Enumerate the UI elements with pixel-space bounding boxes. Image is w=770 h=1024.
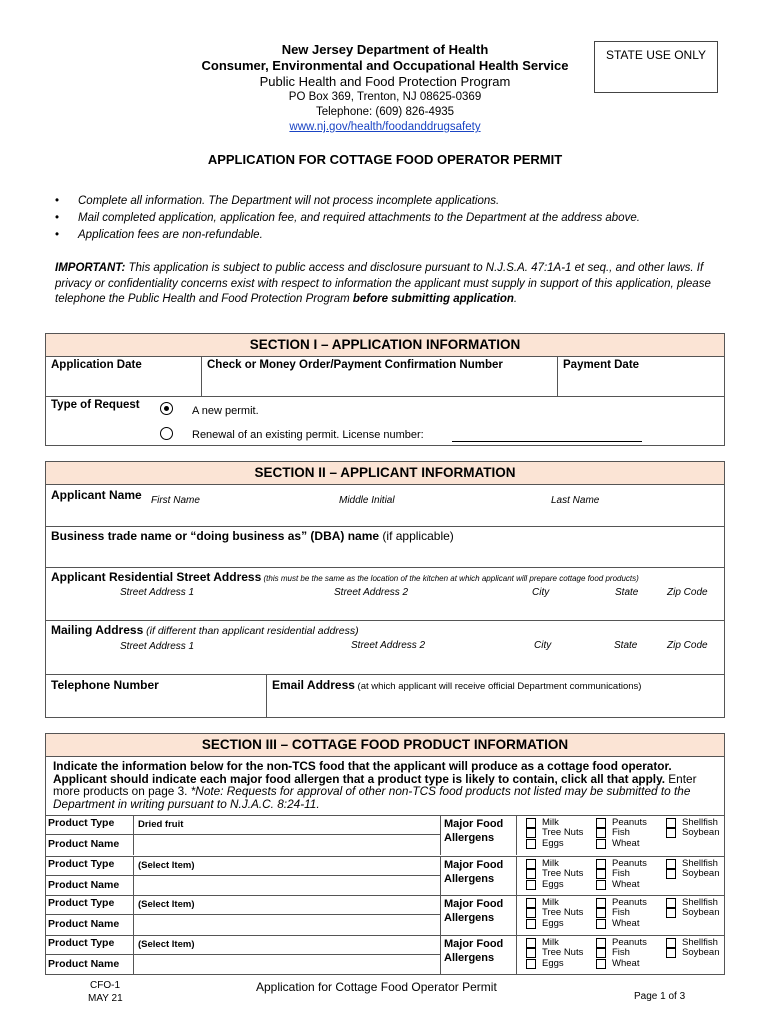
allergen-label-fish: Fish [612, 907, 630, 918]
instructions-list [55, 195, 640, 246]
allergen-label-wheat: Wheat [612, 918, 640, 929]
product-name-field[interactable] [138, 917, 436, 931]
product-row-divider [45, 914, 440, 915]
product-name-field[interactable] [138, 878, 436, 892]
allergen-label-milk: Milk [542, 858, 559, 869]
allergen-label-milk: Milk [542, 937, 559, 948]
product-type-select[interactable]: (Select Item) [138, 899, 195, 910]
product-row-divider [45, 834, 440, 835]
allergen-label-tree-nuts: Tree Nuts [542, 827, 584, 838]
form-date: MAY 21 [88, 993, 123, 1004]
allergen-label-wheat: Wheat [612, 958, 640, 969]
state-use-only-box: STATE USE ONLY [594, 41, 718, 93]
payment-number-field[interactable] [203, 374, 555, 394]
mail-street1-hint: Street Address 1 [120, 641, 195, 652]
section-3-intro: Indicate the information below for the non-TCS food that the applicant will produce as a cottage food operator. Applicant should indicate each major food allergen that a product type is likely to contain, click all that apply. Enter more products on page 3. *Note: Requests for approval of other non-TCS food products not listed may be submitted to the Department in writing pursuant to N.J.A.C. 8:24-11. [53, 759, 697, 811]
major-allergens-label: Major Food [444, 818, 504, 830]
allergen-label-tree-nuts: Tree Nuts [542, 907, 584, 918]
allergen-checkbox-eggs[interactable] [526, 919, 536, 929]
product-row-divider [45, 875, 440, 876]
business-name-label: Business trade name or “doing business as” (DBA) name (if applicable) [51, 529, 454, 543]
applicant-name-label: Applicant Name [51, 488, 142, 502]
allergen-label-peanuts: Peanuts [612, 858, 647, 869]
bullet-icon: • [55, 195, 60, 207]
allergen-checkbox-fish[interactable] [596, 948, 606, 958]
product-name-label: Product Name [48, 918, 120, 930]
allergen-label-shellfish: Shellfish [682, 817, 718, 828]
allergen-checkbox-wheat[interactable] [596, 919, 606, 929]
business-name-field[interactable] [47, 546, 723, 565]
new-permit-radio[interactable] [160, 402, 173, 415]
allergen-checkbox-tree-nuts[interactable] [526, 828, 536, 838]
website-link[interactable]: www.nj.gov/health/foodanddrugsafety [289, 121, 481, 133]
major-allergens-label: Allergens [444, 912, 495, 924]
allergen-label-fish: Fish [612, 827, 630, 838]
allergen-label-shellfish: Shellfish [682, 937, 718, 948]
product-type-select[interactable]: Dried fruit [138, 819, 184, 830]
res-zip-hint: Zip Code [667, 587, 708, 598]
mailing-address: PO Box 369, Trenton, NJ 08625-0369 [288, 91, 482, 103]
program-name: Public Health and Food Protection Program [259, 74, 511, 89]
allergen-checkbox-tree-nuts[interactable] [526, 908, 536, 918]
allergen-checkbox-shellfish[interactable] [666, 859, 676, 869]
email-label: Email Address (at which applicant will receive official Department communications) [272, 678, 642, 692]
product-col-divider [516, 856, 517, 896]
allergen-label-wheat: Wheat [612, 838, 640, 849]
mailing-address-field[interactable] [47, 654, 723, 672]
major-allergens-label: Major Food [444, 859, 504, 871]
allergen-label-peanuts: Peanuts [612, 817, 647, 828]
agency-name: New Jersey Department of Health [281, 42, 489, 57]
product-type-label: Product Type [48, 937, 115, 949]
product-row-border [45, 895, 725, 896]
service-name: Consumer, Environmental and Occupational Health Service [201, 58, 569, 73]
product-col-divider [133, 856, 134, 896]
product-type-label: Product Type [48, 897, 115, 909]
first-name-hint: First Name [151, 495, 200, 506]
allergen-checkbox-wheat[interactable] [596, 880, 606, 890]
license-number-field[interactable] [452, 430, 642, 442]
allergen-label-soybean: Soybean [682, 827, 720, 838]
mail-zip-hint: Zip Code [667, 640, 708, 651]
allergen-checkbox-soybean[interactable] [666, 869, 676, 879]
allergen-checkbox-fish[interactable] [596, 828, 606, 838]
product-col-divider [516, 895, 517, 935]
allergen-label-peanuts: Peanuts [612, 937, 647, 948]
allergen-checkbox-fish[interactable] [596, 869, 606, 879]
res-street2-hint: Street Address 2 [334, 587, 409, 598]
res-state-hint: State [615, 587, 639, 598]
allergen-checkbox-shellfish[interactable] [666, 938, 676, 948]
product-row-divider [45, 954, 440, 955]
product-type-label: Product Type [48, 858, 115, 870]
mail-state-hint: State [614, 640, 638, 651]
product-type-select[interactable]: (Select Item) [138, 939, 195, 950]
allergen-label-peanuts: Peanuts [612, 897, 647, 908]
allergen-checkbox-eggs[interactable] [526, 880, 536, 890]
allergen-checkbox-milk[interactable] [526, 898, 536, 908]
allergen-label-eggs: Eggs [542, 918, 564, 929]
section-1-title: SECTION I – APPLICATION INFORMATION [45, 333, 725, 357]
major-allergens-label: Allergens [444, 952, 495, 964]
allergen-checkbox-eggs[interactable] [526, 959, 536, 969]
allergen-checkbox-wheat[interactable] [596, 839, 606, 849]
product-col-divider [440, 895, 441, 935]
page-number: Page 1 of 3 [634, 991, 686, 1002]
product-col-divider [133, 815, 134, 855]
important-notice: IMPORTANT: This application is subject to public access and disclosure pursuant to N.J.S.A. 47:1A-1 et seq., and other laws. If privacy or confidentiality concerns exist with respect to information the applicant must supply in support of this application, please telephone the Public Health and Food Protection Program before submitting application. [55, 262, 711, 305]
res-city-hint: City [532, 587, 550, 598]
allergen-checkbox-tree-nuts[interactable] [526, 948, 536, 958]
allergen-checkbox-soybean[interactable] [666, 908, 676, 918]
product-row-border [45, 815, 725, 816]
payment-date-field[interactable] [559, 374, 723, 394]
allergen-checkbox-milk[interactable] [526, 938, 536, 948]
residential-address-field[interactable] [47, 600, 723, 618]
allergen-checkbox-peanuts[interactable] [596, 859, 606, 869]
major-allergens-label: Allergens [444, 873, 495, 885]
telephone: Telephone: (609) 826-4935 [315, 106, 455, 118]
allergen-checkbox-peanuts[interactable] [596, 898, 606, 908]
telephone-field[interactable] [47, 694, 264, 716]
form-title: APPLICATION FOR COTTAGE FOOD OPERATOR PERMIT [207, 152, 563, 167]
payment-number-label: Check or Money Order/Payment Confirmation Number [207, 359, 503, 371]
application-date-field[interactable] [47, 374, 199, 394]
renewal-label: Renewal of an existing permit. License number: [192, 429, 424, 441]
allergen-checkbox-peanuts[interactable] [596, 938, 606, 948]
allergen-label-shellfish: Shellfish [682, 897, 718, 908]
product-col-divider [440, 815, 441, 855]
instruction-item: • Complete all information. The Department will not process incomplete applications. [55, 195, 500, 207]
allergen-checkbox-shellfish[interactable] [666, 898, 676, 908]
bullet-icon: • [55, 212, 60, 224]
allergen-checkbox-peanuts[interactable] [596, 818, 606, 828]
allergen-checkbox-milk[interactable] [526, 818, 536, 828]
product-col-divider [516, 935, 517, 975]
footer-title: Application for Cottage Food Operator Permit [256, 980, 497, 994]
allergen-label-eggs: Eggs [542, 958, 564, 969]
allergen-label-eggs: Eggs [542, 879, 564, 890]
new-permit-label: A new permit. [192, 405, 259, 417]
product-type-label: Product Type [48, 817, 115, 829]
allergen-label-milk: Milk [542, 817, 559, 828]
allergen-label-milk: Milk [542, 897, 559, 908]
allergen-label-fish: Fish [612, 947, 630, 958]
payment-date-label: Payment Date [563, 359, 640, 371]
renewal-radio[interactable] [160, 427, 173, 440]
allergen-label-wheat: Wheat [612, 879, 640, 890]
allergen-label-soybean: Soybean [682, 907, 720, 918]
bullet-icon: • [55, 229, 60, 241]
major-allergens-label: Allergens [444, 832, 495, 844]
allergen-checkbox-fish[interactable] [596, 908, 606, 918]
product-name-label: Product Name [48, 958, 120, 970]
middle-initial-hint: Middle Initial [339, 495, 395, 506]
product-row-border [45, 856, 725, 857]
application-date-label: Application Date [51, 359, 142, 371]
instruction-item: • Application fees are non-refundable. [55, 229, 263, 241]
telephone-label: Telephone Number [51, 678, 159, 692]
allergen-label-eggs: Eggs [542, 838, 564, 849]
section-2-title: SECTION II – APPLICANT INFORMATION [45, 461, 725, 485]
product-col-divider [440, 935, 441, 975]
product-name-label: Product Name [48, 838, 120, 850]
applicant-name-field[interactable] [47, 508, 723, 525]
product-name-field[interactable] [138, 837, 436, 851]
allergen-checkbox-tree-nuts[interactable] [526, 869, 536, 879]
mail-street2-hint: Street Address 2 [351, 640, 426, 651]
product-col-divider [440, 856, 441, 896]
allergen-checkbox-shellfish[interactable] [666, 818, 676, 828]
allergen-checkbox-milk[interactable] [526, 859, 536, 869]
mailing-address-label: Mailing Address (if different than applicant residential address) [51, 623, 359, 637]
allergen-label-shellfish: Shellfish [682, 858, 718, 869]
res-street1-hint: Street Address 1 [120, 587, 195, 598]
last-name-hint: Last Name [551, 495, 600, 506]
product-col-divider [133, 935, 134, 975]
allergen-label-fish: Fish [612, 868, 630, 879]
form-id: CFO-1 [90, 980, 120, 991]
allergen-label-soybean: Soybean [682, 947, 720, 958]
instruction-item: • Mail completed application, application fee, and required attachments to the Department at the address above. [55, 212, 640, 224]
product-name-label: Product Name [48, 879, 120, 891]
product-col-divider [133, 895, 134, 935]
allergen-label-tree-nuts: Tree Nuts [542, 868, 584, 879]
product-name-field[interactable] [138, 957, 436, 971]
product-row-border [45, 935, 725, 936]
allergen-label-tree-nuts: Tree Nuts [542, 947, 584, 958]
product-col-divider [516, 815, 517, 855]
allergen-label-soybean: Soybean [682, 868, 720, 879]
major-allergens-label: Major Food [444, 898, 504, 910]
major-allergens-label: Major Food [444, 938, 504, 950]
allergen-checkbox-soybean[interactable] [666, 828, 676, 838]
mail-city-hint: City [534, 640, 552, 651]
email-field[interactable] [268, 694, 723, 716]
product-type-select[interactable]: (Select Item) [138, 860, 195, 871]
section-3-title: SECTION III – COTTAGE FOOD PRODUCT INFORMATION [45, 733, 725, 757]
allergen-checkbox-eggs[interactable] [526, 839, 536, 849]
allergen-checkbox-wheat[interactable] [596, 959, 606, 969]
residential-address-label: Applicant Residential Street Address (this must be the same as the location of the kitchen at which applicant will prepare cottage food products) [51, 570, 639, 584]
allergen-checkbox-soybean[interactable] [666, 948, 676, 958]
type-of-request-label: Type of Request [51, 399, 140, 411]
